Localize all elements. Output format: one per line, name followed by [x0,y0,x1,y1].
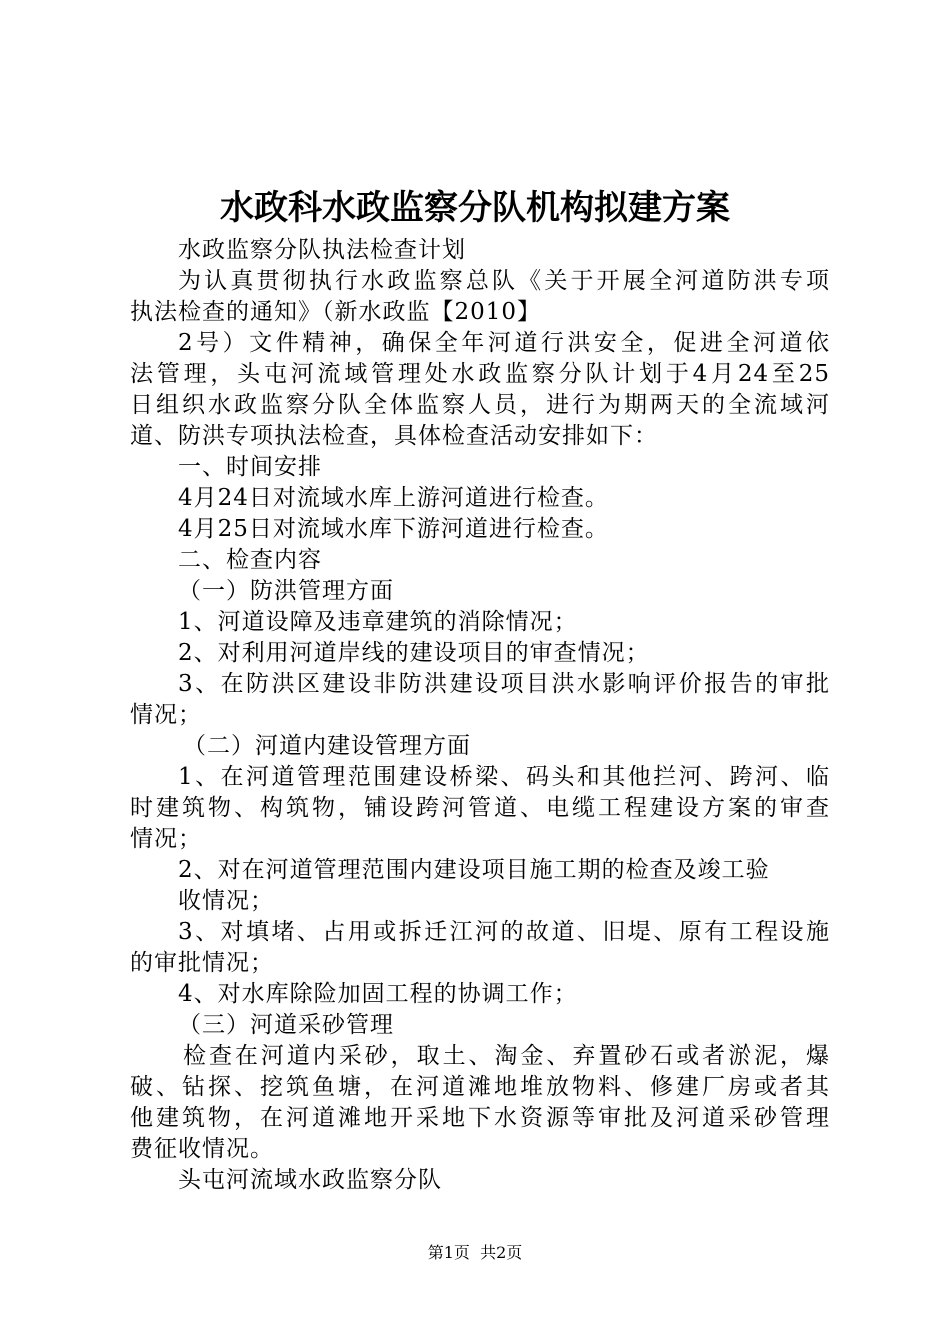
list-item: 1、河道设障及违章建筑的消除情况； [178,609,578,635]
paragraph-line: 破、钻探、挖筑鱼塘，在河道滩地堆放物料、修建厂房或者其 [130,1074,830,1100]
section-heading: 一、时间安排 [178,454,322,480]
section-heading: 二、检查内容 [178,547,322,573]
paragraph-line: 4月25日对流域水库下游河道进行检查。 [178,516,609,542]
subsection-heading: （二）河道内建设管理方面 [183,733,471,759]
paragraph-line: 4月24日对流域水库上游河道进行检查。 [178,485,609,511]
document-title: 水政科水政监察分队机构拟建方案 [220,188,730,228]
list-item: 2、对在河道管理范围内建设项目施工期的检查及竣工验 [178,857,770,883]
paragraph-line: 水政监察分队执法检查计划 [178,237,466,263]
subsection-heading: （三）河道采砂管理 [178,1012,394,1038]
paragraph-line: 法管理，头屯河流域管理处水政监察分队计划于4月24至25 [130,361,830,387]
paragraph-line: 道、防洪专项执法检查，具体检查活动安排如下： [130,423,658,449]
list-item: 4、对水库除险加固工程的协调工作； [178,981,578,1007]
paragraph-line: 为认真贯彻执行水政监察总队《关于开展全河道防洪专项 [178,268,830,294]
paragraph-line: 费征收情况。 [130,1136,274,1162]
list-item: 3、对填堵、占用或拆迁江河的故道、旧堤、原有工程设施 [178,919,830,945]
page-number-footer: 第1页 共2页 [427,1243,523,1262]
list-item-continuation: 情况； [130,702,202,728]
list-item-continuation: 情况； [130,826,202,852]
paragraph-line: 他建筑物，在河道滩地开采地下水资源等审批及河道采砂管理 [130,1105,830,1131]
document-body [130,235,830,1196]
paragraph-line: 执法检查的通知》（新水政监【2010】 [130,299,542,325]
paragraph-line: 检查在河道内采砂，取土、淘金、弃置砂石或者淤泥，爆 [183,1043,830,1069]
paragraph-line: 2号）文件精神，确保全年河道行洪安全，促进全河道依 [178,330,830,356]
list-item-continuation: 收情况； [178,888,274,914]
list-item-continuation: 时建筑物、构筑物，铺设跨河管道、电缆工程建设方案的审查 [130,795,830,821]
list-item: 1、在河道管理范围建设桥梁、码头和其他拦河、跨河、临 [178,764,830,790]
list-item: 3、在防洪区建设非防洪建设项目洪水影响评价报告的审批 [178,671,830,697]
paragraph-line: 日组织水政监察分队全体监察人员，进行为期两天的全流域河 [130,392,830,418]
signature-line: 头屯河流域水政监察分队 [178,1167,442,1193]
list-item-continuation: 的审批情况； [130,950,274,976]
subsection-heading: （一）防洪管理方面 [178,578,394,604]
list-item: 2、对利用河道岸线的建设项目的审查情况； [178,640,650,666]
